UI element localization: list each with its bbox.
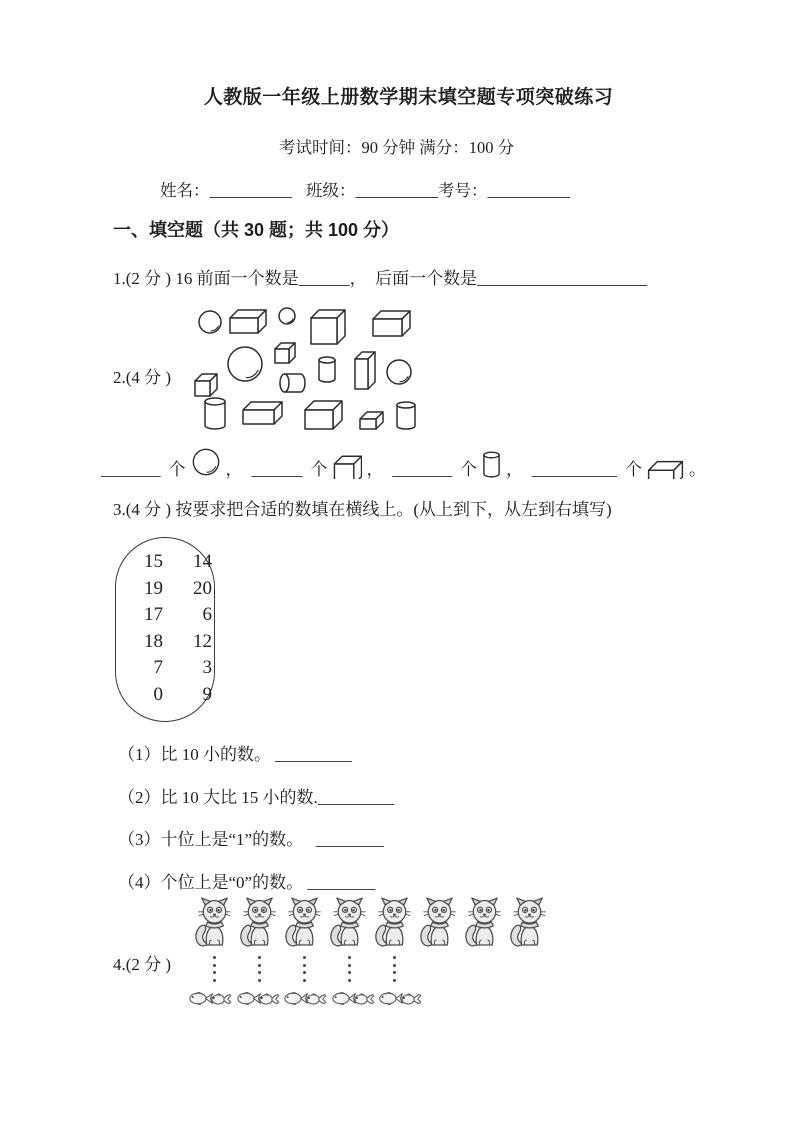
cat-slot [237, 897, 282, 951]
question-3-sub-1: （1）比 10 小的数。 _________ [118, 745, 352, 764]
question-2-answer-blank-3: _______ [392, 460, 452, 479]
sphere-icon [191, 445, 221, 479]
question-3-sub-2: （2）比 10 大比 15 小的数._________ [118, 787, 395, 807]
question-2-answer-line [101, 445, 715, 480]
fish-pair-icon [235, 986, 280, 1011]
question-3-sub-4: （4）个位上是“0”的数。 ________ [118, 872, 376, 892]
page-title: 人教版一年级上册数学期末填空题专项突破练习 [203, 87, 614, 108]
question-3-text: 3.(4 分 ) 按要求把合适的数填在横线上。(从上到下，从左到右填写) [113, 500, 612, 519]
match-dotted-line [372, 956, 417, 982]
question-1-text: 1.(2 分 ) 16 前面一个数是 [113, 269, 299, 288]
oval-number: 9 [202, 683, 212, 705]
exam-no-blank: __________ [487, 181, 570, 200]
cat-icon [283, 897, 326, 950]
cat-slot [417, 897, 462, 951]
class-label: 班级： [306, 181, 356, 200]
separator: 。 [689, 460, 706, 479]
cat-slot [327, 897, 372, 951]
fish-slot [186, 986, 234, 1011]
cat-icon [193, 897, 236, 950]
question-1-text-middle: ， 后面一个数是 [349, 269, 478, 288]
question-3-number-oval [115, 537, 215, 722]
cat-slot [192, 897, 237, 951]
cuboid-icon [647, 452, 684, 479]
cat-icon [373, 897, 416, 950]
cat-icon [418, 897, 461, 950]
match-dotted-line [192, 956, 237, 982]
question-3-sub-questions [118, 745, 394, 915]
fish-pair-icon [330, 986, 375, 1011]
cat-slot [372, 897, 417, 951]
section-heading: 一、填空题（共 30 题；共 100 分） [113, 220, 400, 240]
oval-number: 6 [202, 604, 212, 626]
exam-info: 考试时间：90 分钟 满分：100 分 [278, 138, 515, 157]
question-1 [113, 264, 647, 289]
cat-slot [282, 897, 327, 951]
cat-icon [508, 897, 551, 950]
fish-slot [329, 986, 377, 1011]
oval-number: 20 [193, 577, 212, 599]
cat-slot [462, 897, 507, 951]
oval-number: 7 [153, 657, 163, 679]
question-4-figure [192, 897, 572, 1011]
separator: ， [506, 460, 523, 479]
cats-row [192, 897, 572, 951]
fish-slot [234, 986, 282, 1011]
match-dotted-line [327, 956, 372, 982]
question-4-label: 4.(2 分 ) [113, 955, 172, 974]
cylinder-icon [482, 450, 501, 479]
unit-label: 个 [310, 460, 328, 479]
cat-slot [507, 897, 552, 951]
oval-number: 14 [193, 551, 212, 572]
fish-row [186, 986, 572, 1011]
name-blank: __________ [209, 181, 292, 200]
cat-icon [328, 897, 371, 950]
question-2-answer-blank-2: ______ [251, 460, 303, 479]
unit-label: 个 [460, 460, 477, 479]
class-blank: __________ [355, 181, 438, 200]
question-1-blank-1: ______ [298, 269, 350, 288]
question-2-shapes-figure [188, 299, 418, 434]
fish-pair-icon [187, 986, 232, 1011]
match-dotted-line [282, 956, 327, 982]
question-2-answer-blank-1: _______ [101, 460, 161, 479]
oval-number: 0 [153, 683, 163, 705]
question-1-blank-2: ____________________ [477, 269, 648, 288]
fish-slot [281, 986, 329, 1011]
cube-icon [333, 448, 362, 479]
fish-slot [376, 986, 424, 1011]
oval-number-grid [116, 538, 214, 709]
separator: ， [225, 460, 243, 479]
match-dots-row [192, 956, 572, 982]
oval-number: 18 [144, 630, 163, 652]
unit-label: 个 [625, 460, 642, 479]
student-info-line [160, 177, 570, 201]
separator: ， [366, 460, 384, 479]
fish-pair-icon [377, 986, 422, 1011]
cat-icon [463, 897, 506, 950]
fish-pair-icon [282, 986, 327, 1011]
question-2-label: 2.(4 分 ) [113, 368, 172, 387]
match-dotted-line [237, 956, 282, 982]
oval-number: 17 [144, 604, 163, 626]
oval-number: 12 [193, 630, 212, 652]
oval-number: 15 [144, 551, 163, 572]
name-label: 姓名： [160, 181, 210, 200]
unit-label: 个 [168, 460, 186, 479]
oval-number: 19 [144, 577, 163, 599]
cat-icon [238, 897, 281, 950]
question-3-sub-3: （3）十位上是“1”的数。 ________ [118, 830, 384, 849]
question-2-answer-blank-4: __________ [532, 460, 617, 479]
exam-no-label: 考号： [438, 181, 488, 200]
oval-number: 3 [202, 657, 212, 679]
